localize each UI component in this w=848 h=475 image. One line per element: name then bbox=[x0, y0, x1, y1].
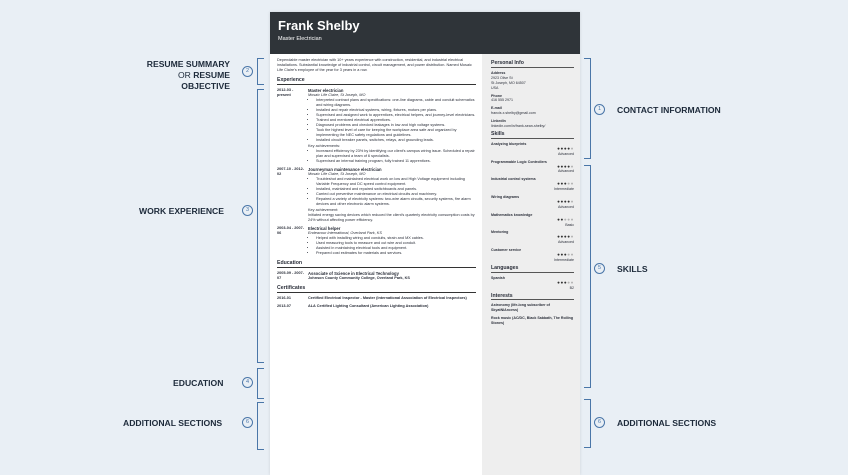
job-body bbox=[308, 88, 476, 164]
skill-level: Advanced bbox=[558, 151, 574, 156]
bracket-work bbox=[257, 89, 264, 363]
skill-name: Customer service bbox=[491, 248, 522, 253]
resume-main-column bbox=[270, 54, 482, 312]
certificate-date: 2016-01 bbox=[277, 296, 291, 300]
rating-dot: ● bbox=[567, 198, 571, 204]
bracket-summary bbox=[257, 58, 264, 85]
rating-dot: ● bbox=[563, 198, 568, 204]
annotation-work-experience: WORK EXPERIENCE bbox=[139, 206, 224, 216]
job-achievements-label: Key achievement: bbox=[308, 208, 339, 212]
job-entry bbox=[277, 167, 476, 223]
job-bullet: • Installed and repair electrical systems, wiring, fixtures, motors per plans. bbox=[316, 108, 476, 113]
personal-info-heading: Personal Info bbox=[491, 61, 574, 68]
job-achievement: • Supervised an internal training program, fully trained 11 apprentices. bbox=[316, 159, 476, 164]
rating-dot: ● bbox=[570, 163, 574, 169]
skill-item bbox=[491, 142, 574, 157]
skill-name: Mentoring bbox=[491, 230, 509, 235]
linkedin-value: linkedin.com/in/frank-sean-shelby/ bbox=[491, 124, 546, 129]
address-line: St Joseph, MO 64507 bbox=[491, 80, 526, 85]
job-company: Mosaic Life Claire, St Joseph, MO bbox=[308, 93, 366, 97]
job-body bbox=[308, 226, 476, 256]
annotation-education: EDUCATION bbox=[173, 378, 224, 388]
skill-item bbox=[491, 213, 574, 228]
address-label: Address bbox=[491, 70, 506, 75]
rating-dot: ● bbox=[560, 145, 564, 151]
rating-dot: ● bbox=[557, 181, 561, 187]
job-bullet: • Used measuring tools to measure and cut wire and conduit. bbox=[316, 241, 476, 246]
job-date: 2012-03 - present bbox=[277, 88, 294, 97]
bracket-additional-right bbox=[584, 399, 591, 448]
annotation-badge-work: 3 bbox=[242, 205, 253, 216]
rating-dot: ● bbox=[563, 234, 568, 240]
language-item bbox=[491, 276, 574, 291]
skill-item bbox=[491, 160, 574, 175]
job-date: 2007-10 - 2012-02 bbox=[277, 167, 305, 176]
interests-heading: Interests bbox=[491, 294, 574, 301]
annotation-resume-summary bbox=[138, 59, 230, 92]
rating-dot: ● bbox=[570, 198, 574, 204]
rating-dot: ● bbox=[557, 163, 561, 169]
language-level: B2 bbox=[569, 285, 574, 290]
job-bullet: • Carried out preventive maintenance on electrical circuits and machinery. bbox=[316, 192, 476, 197]
rating-dot: ● bbox=[557, 234, 561, 240]
certificate-text: Certified Electrical Inspector - Master (International Association of Electrical Inspectors) bbox=[308, 296, 467, 300]
annotation-skills: SKILLS bbox=[617, 264, 648, 274]
rating-dot: ● bbox=[563, 216, 568, 222]
bracket-skills bbox=[584, 165, 591, 388]
rating-dot: ● bbox=[560, 279, 564, 285]
annotation-additional-right: ADDITIONAL SECTIONS bbox=[617, 418, 717, 428]
resume-page bbox=[270, 12, 580, 475]
job-bullet: • Assisted in maintaining electrical tools and equipment. bbox=[316, 246, 476, 251]
rating-dot: ● bbox=[570, 252, 574, 258]
skill-item bbox=[491, 195, 574, 210]
job-company: Mosaic Life Claire, St Joseph, MO bbox=[308, 172, 366, 176]
job-entry bbox=[277, 88, 476, 164]
rating-dot: ● bbox=[563, 279, 568, 285]
rating-dot: ● bbox=[567, 181, 571, 187]
rating-dot: ● bbox=[557, 252, 561, 258]
rating-dot: ● bbox=[560, 216, 564, 222]
skill-item bbox=[491, 230, 574, 245]
resume-name: Frank Shelby bbox=[278, 18, 360, 33]
interest-item: Rock music (AC/DC, Black Sabbath, The Rolling Stones) bbox=[491, 316, 574, 326]
bracket-contact bbox=[584, 58, 591, 159]
annotation-badge-contact: 1 bbox=[594, 104, 605, 115]
phone-label: Phone bbox=[491, 93, 502, 98]
rating-dot: ● bbox=[560, 234, 564, 240]
skill-name: Programmable Logic Controllers bbox=[491, 159, 547, 164]
annotation-additional-left: ADDITIONAL SECTIONS bbox=[123, 418, 223, 428]
email-value: francis.x.shelby@gmail.com bbox=[491, 111, 536, 116]
rating-dot: ● bbox=[570, 234, 574, 240]
rating-dot: ● bbox=[563, 181, 568, 187]
annotation-contact-information: CONTACT INFORMATION bbox=[617, 105, 721, 115]
experience-heading: Experience bbox=[277, 78, 476, 85]
resume-job-title: Master Electrician bbox=[278, 36, 322, 42]
annotation-summary-line2-text: RESUME OBJECTIVE bbox=[181, 70, 230, 91]
rating-dot: ● bbox=[557, 198, 561, 204]
job-bullets bbox=[308, 98, 476, 143]
education-body bbox=[308, 271, 476, 281]
job-bullet: • Diagnosed problems and checked leakages in low and high voltage systems. bbox=[316, 123, 476, 128]
job-title: Journeyman maintenance electrician bbox=[308, 167, 382, 172]
address-line: 2923 Olive St bbox=[491, 75, 513, 80]
phone-value: 416 555 2971 bbox=[491, 98, 513, 103]
rating-dot: ● bbox=[570, 181, 574, 187]
annotation-badge-summary: 2 bbox=[242, 66, 253, 77]
job-company: Endeavour International, Overland Park, KS bbox=[308, 231, 382, 235]
job-bullet: • Trained and mentored electrical apprentices. bbox=[316, 118, 476, 123]
rating-dot: ● bbox=[560, 198, 564, 204]
job-achievement-text: Initiated energy saving devices which reduced the client's quarterly electricity consumption costs by 24% without affecting power efficiency. bbox=[308, 213, 475, 222]
bracket-additional-left bbox=[257, 402, 264, 450]
job-bullet: • Prepared cost estimates for materials and services. bbox=[316, 251, 476, 256]
address-value bbox=[491, 76, 574, 91]
languages-heading: Languages bbox=[491, 266, 574, 273]
skill-name: Industrial control systems bbox=[491, 177, 536, 182]
rating-dot: ● bbox=[570, 145, 574, 151]
languages-list bbox=[491, 276, 574, 291]
skill-item bbox=[491, 248, 574, 263]
annotation-summary-line2 bbox=[138, 70, 230, 92]
job-entry bbox=[277, 226, 476, 256]
job-bullet: • Helped with installing wiring and conduits, strain and MX cables. bbox=[316, 236, 476, 241]
rating-dot: ● bbox=[570, 216, 574, 222]
skill-level: Advanced bbox=[558, 240, 574, 245]
certificate-date: 2013-07 bbox=[277, 304, 291, 308]
resume-sidebar bbox=[482, 54, 580, 475]
job-bullet: • Interpreted contract plans and specifications: one-line diagrams, cable and conduit schematics and wiring diagrams. bbox=[316, 98, 476, 108]
rating-dot: ● bbox=[567, 279, 571, 285]
annotation-badge-education: 4 bbox=[242, 377, 253, 388]
annotation-badge-additional-left: 6 bbox=[242, 417, 253, 428]
job-title: Master electrician bbox=[308, 88, 344, 93]
language-name: Spanish bbox=[491, 275, 505, 280]
job-bullet: • Troubleshot and maintained electrical work on low and High Voltage equipment including Variable Frequency and DC speed control equipment. bbox=[316, 177, 476, 187]
job-bullet: • Supervised and assigned work to apprentices, electrical helpers, and journey-level electricians. bbox=[316, 113, 476, 118]
email-label: E-mail bbox=[491, 106, 502, 111]
linkedin-label: LinkedIn bbox=[491, 119, 506, 124]
rating-dot: ● bbox=[560, 252, 564, 258]
annotation-badge-additional-right: 6 bbox=[594, 417, 605, 428]
certificate-text: ALA Certified Lighting Consultant (American Lighting Association) bbox=[308, 304, 429, 308]
certificates-heading: Certificates bbox=[277, 286, 476, 293]
skill-name: Mathematics knowledge bbox=[491, 212, 533, 217]
job-achievement: • Increased efficiency by 23% by identifying our client's campus wiring issue. Scheduled a repair plan and supervised a team of 6 specialists. bbox=[316, 149, 476, 159]
rating-dot: ● bbox=[567, 252, 571, 258]
rating-dot: ● bbox=[567, 234, 571, 240]
annotation-summary-line1: RESUME SUMMARY bbox=[146, 59, 230, 69]
skill-level: Advanced bbox=[558, 204, 574, 209]
job-bullet: • Installed circuit breaker panels, switches, relays, and grounding leads. bbox=[316, 138, 476, 143]
education-entry bbox=[277, 271, 476, 281]
skill-level: Intermediate bbox=[554, 258, 574, 262]
rating-dot: ● bbox=[567, 216, 571, 222]
job-body bbox=[308, 167, 476, 223]
education-heading: Education bbox=[277, 261, 476, 268]
job-bullets bbox=[308, 177, 476, 207]
rating-dot: ● bbox=[557, 145, 561, 151]
education-degree: Associate of Science in Electrical Technology bbox=[308, 271, 399, 276]
skill-name: Wiring diagrams bbox=[491, 195, 520, 200]
skill-name: Analyzing blueprints bbox=[491, 141, 527, 146]
interest-item: Astronomy (life-long subscriber of SkyatNIAncess) bbox=[491, 303, 550, 313]
rating-dot: ● bbox=[563, 163, 568, 169]
annotation-badge-skills: 5 bbox=[594, 263, 605, 274]
resume-summary: Dependable master electrician with 10+ years experience with construction, residential, and industrial electrical installations. Substantial knowledge of industrial control, circuit management, and power distribution. Named Mosaic Life Claire's employee of the year for 3 years in a row. bbox=[277, 58, 472, 72]
skill-item bbox=[491, 177, 574, 192]
rating-dot: ● bbox=[557, 216, 561, 222]
job-bullet: • Took the highest level of care for keeping the workplace area safe and organized by implementing the NEC safety regulations and guidelines. bbox=[316, 128, 476, 138]
rating-dot: ● bbox=[563, 145, 568, 151]
rating-dot: ● bbox=[563, 252, 568, 258]
certificate-entry bbox=[277, 296, 476, 301]
job-bullet: • Repaired a variety of electricity systems: two-wire alarm circuits, security systems, fire alarm devices and other electronic alarm systems. bbox=[316, 197, 476, 207]
job-bullets bbox=[308, 236, 476, 256]
job-bullet: • Installed, maintained and repaired switchboards and panels. bbox=[316, 187, 476, 192]
annotation-summary-or: OR bbox=[177, 70, 191, 80]
education-school: Johnson County Community College, Overland Park, KS bbox=[308, 276, 410, 280]
education-date: 2005-09 - 2007-07 bbox=[277, 271, 305, 280]
skill-level: Intermediate bbox=[554, 187, 574, 192]
address-line: USA bbox=[491, 85, 499, 90]
job-achievements-label: Key achievements: bbox=[308, 144, 341, 148]
rating-dot: ● bbox=[557, 279, 561, 285]
resume-header bbox=[270, 12, 580, 54]
rating-dot: ● bbox=[567, 163, 571, 169]
rating-dot: ● bbox=[560, 163, 564, 169]
bracket-education bbox=[257, 368, 264, 399]
skills-list bbox=[491, 142, 574, 263]
skill-level: Advanced bbox=[558, 169, 574, 174]
rating-dot: ● bbox=[560, 181, 564, 187]
certificate-entry bbox=[277, 304, 476, 309]
job-title: Electrical helper bbox=[308, 226, 341, 231]
rating-dot: ● bbox=[567, 145, 571, 151]
job-date: 2003-04 - 2007-06 bbox=[277, 226, 305, 235]
rating-dot: ● bbox=[570, 279, 574, 285]
skills-heading: Skills bbox=[491, 132, 574, 139]
skill-level: Basic bbox=[565, 222, 574, 227]
job-achievements bbox=[308, 149, 476, 164]
